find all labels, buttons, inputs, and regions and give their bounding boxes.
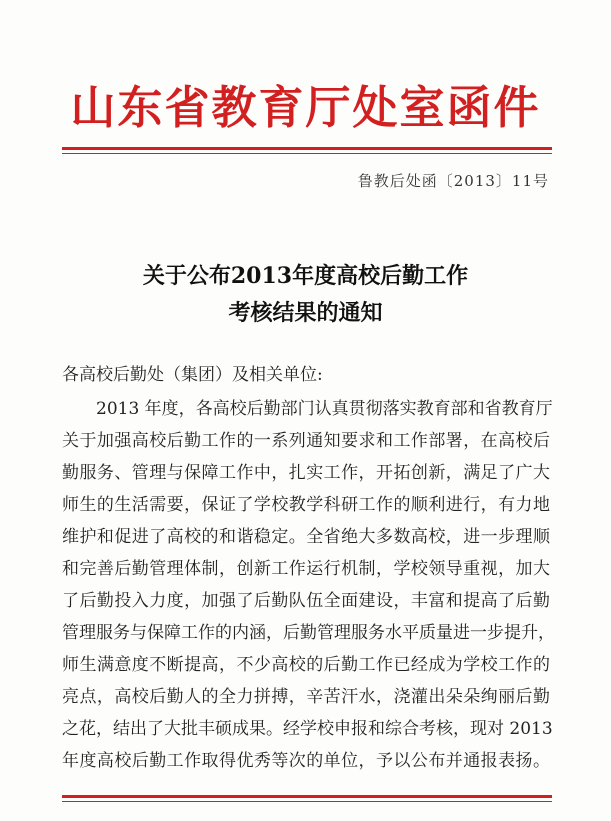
salutation: 各高校后勤处（集团）及相关单位: (62, 365, 323, 385)
letterhead-title: 山东省教育厅处室函件 (70, 81, 541, 134)
body-line: 和完善后勤管理体制，创新工作运行机制，学校领导重视，加大 (62, 559, 550, 579)
body-line: 亮点，高校后勤人的全力拼搏，辛苦汗水，浇灌出朵朵绚丽后勤 (62, 687, 550, 707)
letterhead-red-rule-thin (62, 153, 552, 154)
body-line: 勤服务、管理与保障工作中，扎实工作，开拓创新，满足了广大 (62, 463, 550, 483)
body-line: 2013 年度，各高校后勤部门认真贯彻落实教育部和省教育厅 (96, 399, 553, 419)
letterhead-red-rule (62, 147, 552, 150)
document-number: 鲁教后处函〔2013〕11号 (357, 172, 549, 190)
notice-title (0, 258, 611, 332)
body-line: 之花，结出了大批丰硕成果。经学校申报和综合考核，现对 2013 (62, 719, 553, 739)
body-line: 师生满意度不断提高，不少高校的后勤工作已经成为学校工作的 (62, 655, 550, 675)
notice-title-line-1: 关于公布2013年度高校后勤工作 (142, 263, 469, 289)
body-paragraph (62, 393, 555, 777)
body-line: 师生的生活需要，保证了学校教学科研工作的顺利进行，有力地 (62, 495, 550, 515)
body-line: 管理服务与保障工作的内涵，后勤管理服务水平质量进一步提升， (62, 623, 555, 643)
footer-red-rule-thin (62, 801, 552, 802)
body-line: 维护和促进了高校的和谐稳定。全省绝大多数高校，进一步理顺 (62, 527, 550, 547)
body-line: 了后勤投入力度，加强了后勤队伍全面建设，丰富和提高了后勤 (62, 591, 550, 611)
footer-red-rule (62, 795, 552, 798)
body-line: 年度高校后勤工作取得优秀等次的单位，予以公布并通报表扬。 (62, 751, 550, 771)
body-line: 关于加强高校后勤工作的一系列通知要求和工作部署，在高校后 (62, 431, 550, 451)
notice-title-line-2: 考核结果的通知 (228, 300, 383, 326)
